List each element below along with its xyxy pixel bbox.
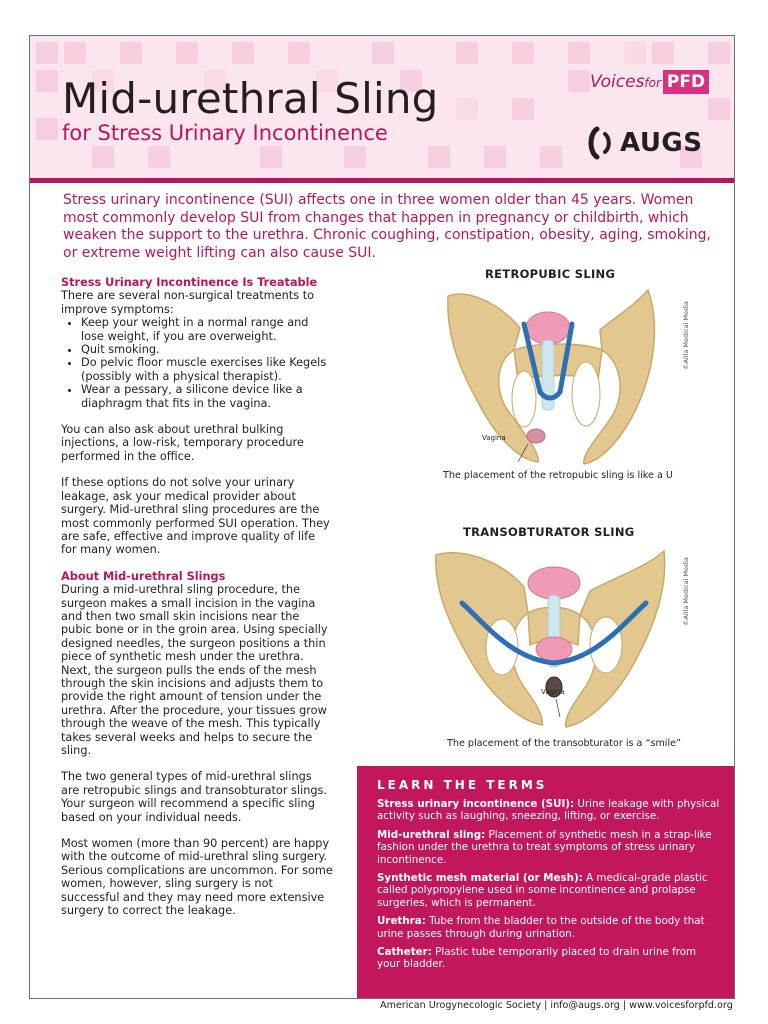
outcomes-paragraph: Most women (more than 90 percent) are happy with the outcome of mid-urethral sling surgery. Serious complications are uncommon. For some women, however, sling surgery is not successful and they may need more extensive surgery to correct the leakage. — [61, 837, 333, 918]
retropubic-figure-title: RETROPUBIC SLING — [485, 267, 616, 281]
intro-paragraph: Stress urinary incontinence (SUI) affects one in three women older than 45 years. Women most commonly develop SUI from changes that happen in pregnancy or childbirth, which weaken the support to the urethra. Chronic coughing, constipation, obesity, aging, smoking, or extreme weight lifting can also cause SUI. — [63, 192, 711, 261]
term-name: Catheter: — [377, 946, 432, 959]
term-definition: Placement of synthetic mesh in a strap-like fashion under the urethra to treat symptoms of stress urinary incontinence. — [377, 828, 712, 866]
retropubic-caption: The placement of the retropubic sling is like a U — [443, 470, 673, 481]
term-name: Stress urinary incontinence (SUI): — [377, 798, 575, 810]
augs-logo — [586, 126, 703, 160]
header-divider — [30, 178, 734, 183]
term-definition: Urine leakage with physical activity such as laughing, sneezing, lifting, or exercise. — [377, 798, 720, 823]
transobturator-vagina-label: Vagina — [541, 688, 565, 696]
retropubic-credit: ©Alila Medical Media — [682, 301, 690, 370]
transobturator-figure-title: TRANSOBTURATOR SLING — [463, 525, 635, 539]
transobturator-sling-illustration — [432, 541, 672, 731]
bulking-paragraph: You can also ask about urethral bulking injections, a low-risk, temporary procedure performed in the office. — [61, 423, 304, 463]
sling-types-paragraph: The two general types of mid-urethral slings are retropubic slings and transobturator slings. Your surgeon will recommend a specific sling based on your individual needs. — [61, 770, 328, 824]
retropubic-vagina-label: Vagina — [482, 434, 506, 442]
page-subtitle: for Stress Urinary Incontinence — [62, 121, 388, 145]
term-definition: Tube from the bladder to the outside of the body that urine passes through during urination. — [377, 915, 705, 940]
term-name: Synthetic mesh material (or Mesh): — [377, 872, 583, 885]
heading-about-slings: About Mid-urethral Slings — [61, 569, 226, 583]
retropubic-sling-illustration — [442, 284, 672, 469]
augs-logo-text: AUGS — [620, 128, 703, 158]
term-name: Mid-urethral sling: — [377, 828, 486, 841]
term-item — [377, 798, 722, 823]
left-column — [61, 276, 333, 917]
voices-logo-word: Voices — [590, 72, 645, 92]
term-name: Urethra: — [377, 915, 426, 928]
terms-heading: LEARN THE TERMS — [377, 778, 548, 792]
voices-for-pfd-logo — [590, 70, 709, 94]
header-banner — [30, 36, 734, 178]
treatment-list — [61, 316, 333, 410]
term-definition: A medical-grade plastic called polypropylene used in some incontinence and prolapse surgeries, which is permanent. — [377, 872, 708, 909]
term-item — [377, 946, 722, 971]
term-item — [377, 915, 722, 940]
term-item — [377, 829, 722, 866]
heading-treatable: Stress Urinary Incontinence Is Treatable — [61, 276, 318, 289]
voices-logo-badge: PFD — [663, 70, 709, 94]
transobturator-credit: ©Alila Medical Media — [682, 557, 690, 626]
list-item: • Do pelvic floor muscle exercises like Kegels (possibly with a physical therapist). — [81, 356, 333, 383]
list-item: • Keep your weight in a normal range and lose weight, if you are overweight. — [81, 316, 333, 343]
fact-sheet — [29, 35, 735, 999]
procedure-paragraph: During a mid-urethral sling procedure, the surgeon makes a small incision in the vagina and then two small skin incisions near the pubic bone or in the groin area. Using specially designed needles, the surgeon positions a thin piece of synthetic mesh under the urethra. Next, the surgeon pulls the ends of the mesh through the skin incisions and adjusts them to provide the right amount of tension under the urethra. After the procedure, your tissues grow through the weave of the mesh. This typically takes several weeks and helps to secure the sling. — [61, 583, 328, 757]
terms-list — [377, 798, 722, 977]
page-title: Mid-urethral Sling — [62, 74, 439, 123]
learn-the-terms-box — [357, 766, 734, 998]
footer-contact: American Urogynecologic Society | info@augs.org | www.voicesforpfd.org — [380, 1000, 733, 1011]
treatments-intro: There are several non-surgical treatments to improve symptoms: — [61, 289, 315, 316]
voices-logo-for: for — [644, 76, 661, 90]
transobturator-caption: The placement of the transobturator is a “smile” — [447, 738, 682, 749]
augs-mark-icon — [586, 126, 614, 160]
surgery-paragraph: If these options do not solve your urinary leakage, ask your medical provider about surgery. Mid-urethral sling procedures are the most commonly performed SUI operation. They are safe, effective and improve quality of life for many women. — [61, 476, 330, 557]
list-item: • Wear a pessary, a silicone device like a diaphragm that fits in the vagina. — [81, 383, 333, 410]
list-item: • Quit smoking. — [81, 343, 333, 356]
term-definition: Plastic tube temporarily placed to drain urine from your bladder. — [377, 946, 697, 971]
term-item — [377, 872, 722, 909]
